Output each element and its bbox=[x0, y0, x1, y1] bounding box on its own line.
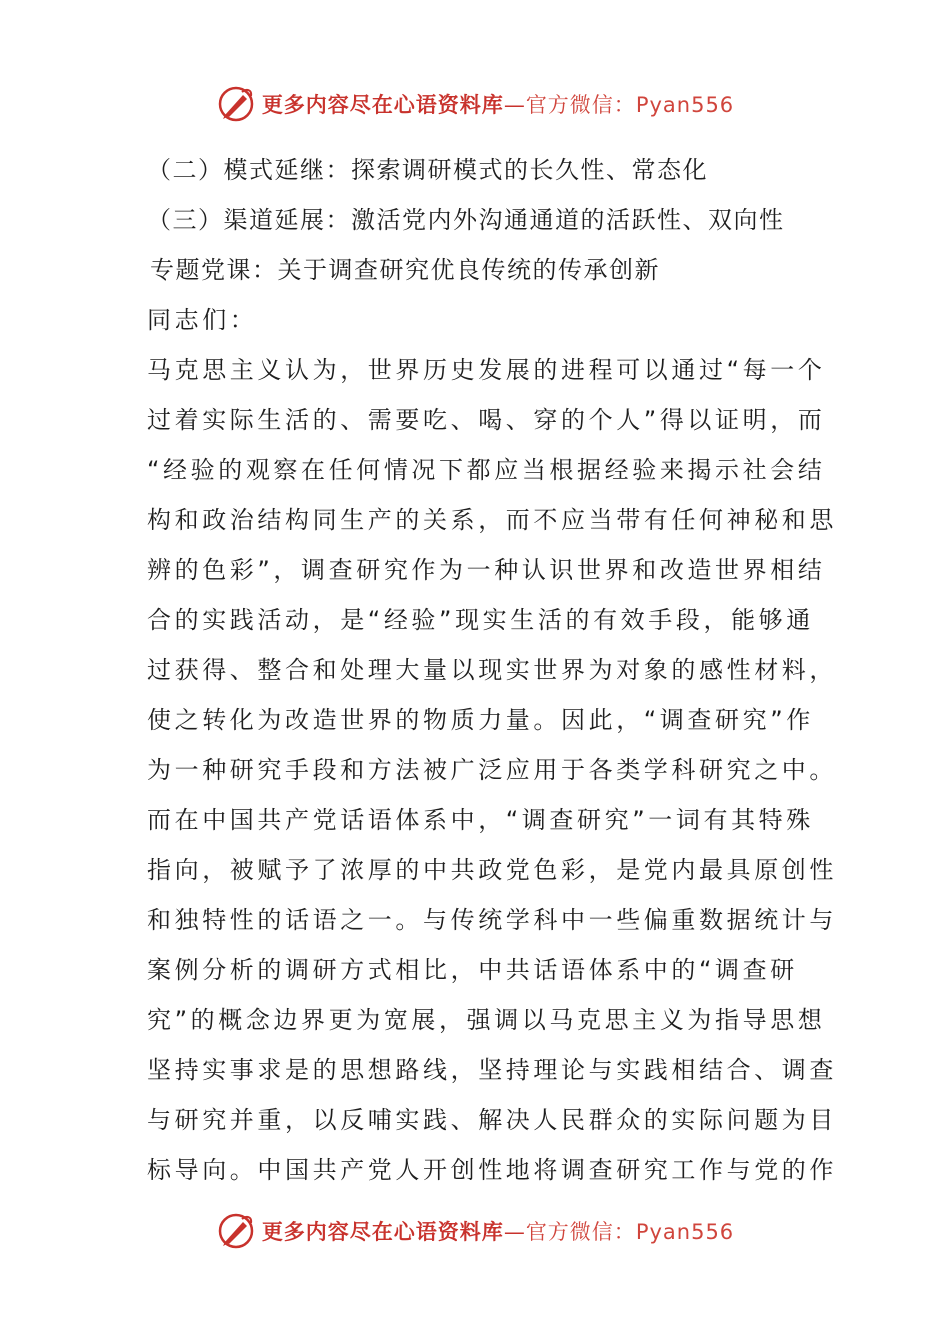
header-brand: 更多内容尽在心语资料库 bbox=[261, 93, 504, 117]
footer-contact-label: 官方微信： bbox=[525, 1220, 636, 1244]
section-heading: （二）模式延继：探索调研模式的长久性、常态化 bbox=[147, 156, 708, 184]
paragraph-line: 指向，被赋予了浓厚的中共政党色彩，是党内最具原创性 bbox=[147, 856, 837, 884]
lecture-title: 专题党课：关于调查研究优良传统的传承创新 bbox=[150, 256, 660, 284]
paragraph-line: 案例分析的调研方式相比，中共话语体系中的“调查研 bbox=[147, 956, 798, 984]
paragraph-line: 过获得、整合和处理大量以现实世界为对象的感性材料， bbox=[147, 656, 837, 684]
paragraph-line: 标导向。中国共产党人开创性地将调查研究工作与党的作 bbox=[147, 1156, 837, 1184]
footer-banner-text bbox=[262, 1216, 734, 1246]
paragraph-line: 过着实际生活的、需要吃、喝、穿的个人”得以证明，而 bbox=[147, 406, 826, 434]
paragraph-line: 和独特性的话语之一。与传统学科中一些偏重数据统计与 bbox=[147, 906, 837, 934]
paragraph-line: “经验的观察在任何情况下都应当根据经验来揭示社会结 bbox=[147, 456, 826, 484]
paragraph-line: 辨的色彩”，调查研究作为一种认识世界和改造世界相结 bbox=[147, 556, 826, 584]
paragraph-line: 使之转化为改造世界的物质力量。因此，“调查研究”作 bbox=[147, 706, 814, 734]
header-banner-text bbox=[262, 89, 734, 119]
paragraph-line: 为一种研究手段和方法被广泛应用于各类学科研究之中。 bbox=[147, 756, 837, 784]
paragraph-line: 究”的概念边界更为宽展，强调以马克思主义为指导思想 bbox=[147, 1006, 826, 1034]
header-banner bbox=[0, 82, 950, 126]
footer-separator: — bbox=[503, 1220, 526, 1244]
section-heading: （三）渠道延展：激活党内外沟通通道的活跃性、双向性 bbox=[147, 206, 785, 234]
footer-brand: 更多内容尽在心语资料库 bbox=[261, 1220, 504, 1244]
paragraph-line: 构和政治结构同生产的关系，而不应当带有任何神秘和思 bbox=[147, 506, 837, 534]
paragraph-line: 而在中国共产党话语体系中，“调查研究”一词有其特殊 bbox=[147, 806, 814, 834]
paragraph-line: 合的实践活动，是“经验”现实生活的有效手段，能够通 bbox=[147, 606, 814, 634]
paragraph-line: 马克思主义认为，世界历史发展的进程可以通过“每一个 bbox=[147, 356, 826, 384]
salutation: 同志们： bbox=[147, 306, 258, 334]
footer-banner bbox=[0, 1209, 950, 1253]
footer-contact-value: Pyan556 bbox=[635, 1220, 735, 1244]
paragraph-line: 坚持实事求是的思想路线，坚持理论与实践相结合、调查 bbox=[147, 1056, 837, 1084]
pen-logo-icon bbox=[216, 84, 256, 124]
header-separator: — bbox=[503, 93, 526, 117]
pen-logo-icon bbox=[216, 1211, 256, 1251]
paragraph-line: 与研究并重，以反哺实践、解决人民群众的实际问题为目 bbox=[147, 1106, 837, 1134]
header-contact-value: Pyan556 bbox=[635, 93, 735, 117]
header-contact-label: 官方微信： bbox=[525, 93, 636, 117]
